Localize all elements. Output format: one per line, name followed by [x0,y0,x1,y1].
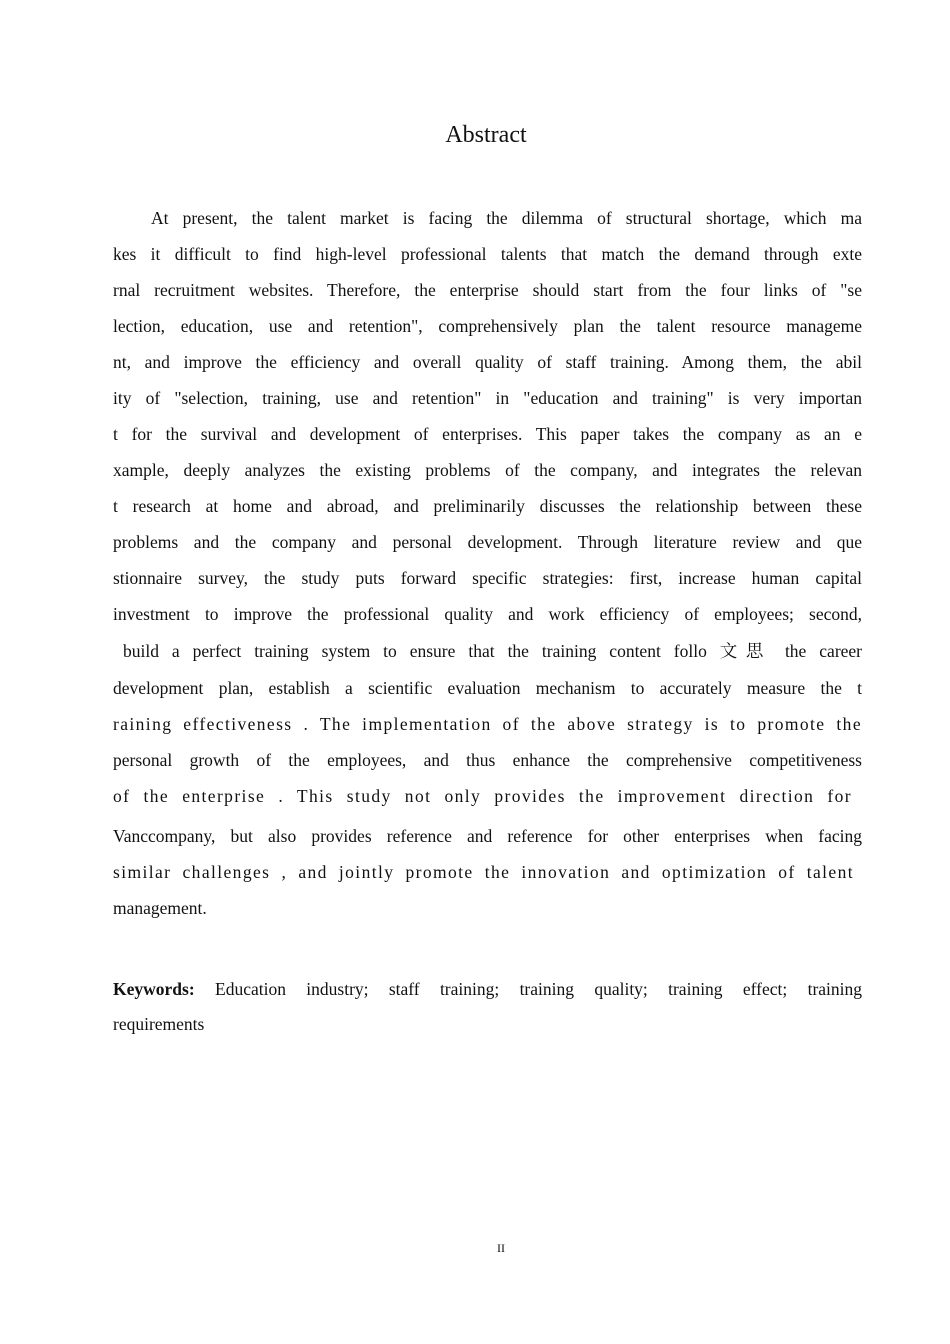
keywords-text: Education industry; staff training; training quality; training effect; training [215,979,863,999]
abstract-line: Vanccompany, but also provides reference and reference for other enterprises when facing [113,826,862,846]
abstract-line: t research at home and abroad, and preliminarily discusses the relationship between these [113,496,862,516]
abstract-line: of the enterprise . This study not only provides the improvement direction for [113,786,852,806]
abstract-line: stionnaire survey, the study puts forward specific strategies: first, increase human capital [113,568,862,588]
abstract-line: investment to improve the professional quality and work efficiency of employees; second, [113,604,862,624]
page-number: II [497,1241,505,1255]
abstract-title: Abstract [445,122,527,148]
keywords-line: requirements [113,1014,205,1034]
abstract-line-part: the career [784,641,863,661]
keywords-section [113,972,862,1042]
overlay-cjk-text: 文思 [719,642,772,662]
abstract-line: rnal recruitment websites. Therefore, the enterprise should start from the four links of "se [113,280,862,300]
abstract-line: xample, deeply analyzes the existing problems of the company, and integrates the relevan [113,460,862,480]
abstract-line-part: build a perfect training system to ensure that the training content follo [123,641,707,661]
abstract-line: ity of "selection, training, use and retention" in "education and training" is very importan [113,388,862,408]
abstract-line: raining effectiveness . The implementation of the above strategy is to promote the [113,714,862,734]
keywords-label: Keywords: [113,979,195,999]
abstract-line: kes it difficult to find high-level professional talents that match the demand through exte [113,244,862,264]
abstract-line: t for the survival and development of enterprises. This paper takes the company as an e [113,424,862,444]
abstract-line: personal growth of the employees, and thus enhance the comprehensive competitiveness [113,750,862,770]
abstract-line: management. [113,898,207,918]
keywords-line [113,972,862,1007]
abstract-line: problems and the company and personal development. Through literature review and que [113,532,862,552]
abstract-line: similar challenges , and jointly promote the innovation and optimization of talent [113,862,854,882]
abstract-line-with-overlay [113,632,862,670]
abstract-line: At present, the talent market is facing the dilemma of structural shortage, which ma [151,208,862,228]
abstract-line: development plan, establish a scientific evaluation mechanism to accurately measure the t [113,678,862,698]
abstract-line: lection, education, use and retention", comprehensively plan the talent resource manageme [113,316,862,336]
abstract-body [113,200,862,926]
abstract-line: nt, and improve the efficiency and overall quality of staff training. Among them, the abil [113,352,862,372]
